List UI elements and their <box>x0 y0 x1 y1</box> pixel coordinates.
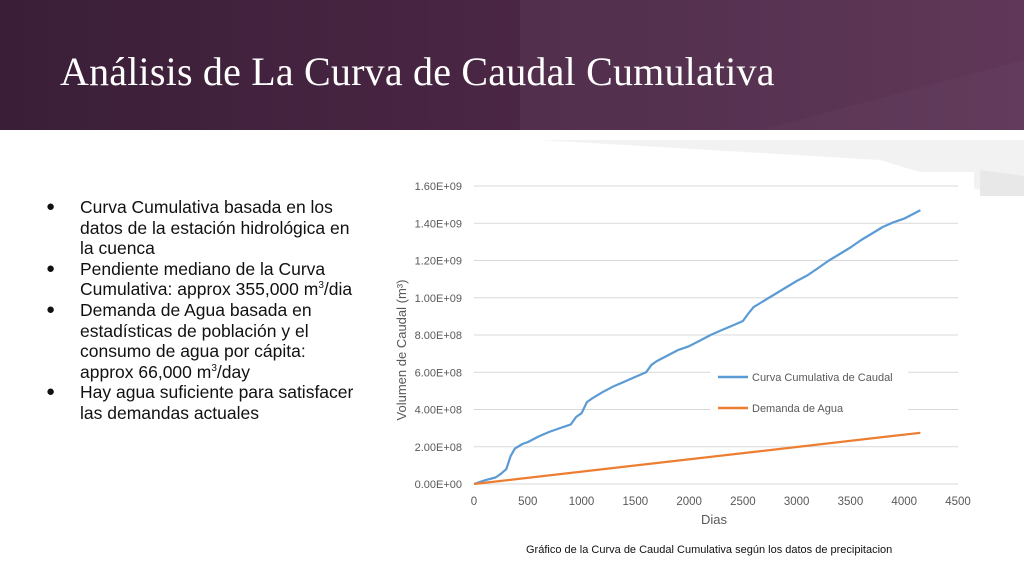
chart-caption: Gráfico de la Curva de Caudal Cumulativa según los datos de precipitacion <box>526 544 893 556</box>
x-tick-label: 2500 <box>730 496 756 508</box>
y-tick-label: 1.60E+09 <box>414 181 462 193</box>
legend-label: Demanda de Agua <box>752 403 844 415</box>
bullet-text: Hay agua suficiente para satisfacer las demandas actuales <box>80 382 354 423</box>
x-tick-label: 3000 <box>783 496 810 508</box>
bullet-list <box>44 197 364 424</box>
chart <box>378 172 974 532</box>
y-tick-label: 4.00E+08 <box>414 404 462 417</box>
x-tick-label: 4000 <box>891 496 918 508</box>
y-tick-label: 6.00E+08 <box>414 367 462 380</box>
bullet-item <box>44 259 364 300</box>
y-tick-label: 0.00E+00 <box>414 479 462 491</box>
y-axis-label: Volumen de Caudal (m³) <box>394 279 409 421</box>
y-tick-label: 1.40E+09 <box>414 218 462 231</box>
bullet-item <box>44 197 364 259</box>
chart-legend <box>710 364 908 420</box>
bullet-text-suffix: /day <box>216 361 250 382</box>
x-tick-label: 1000 <box>568 496 595 508</box>
y-tick-label: 1.20E+09 <box>414 255 462 268</box>
bullet-glyph: ● <box>46 198 56 215</box>
bullet-text: Demanda de Agua basada en estadísticas de población y el consumo de agua por cápita: approx 66,000 m <box>80 299 312 382</box>
x-tick-label: 500 <box>518 496 538 508</box>
bullet-glyph: ● <box>46 383 56 401</box>
x-tick-label: 4500 <box>945 496 971 508</box>
legend-label: Curva Cumulativa de Caudal <box>752 372 893 384</box>
y-tick-label: 1.00E+09 <box>414 292 462 305</box>
x-tick-label: 2000 <box>676 496 702 508</box>
bullet-superscript: 3 <box>211 362 217 374</box>
header-banner <box>0 0 1024 130</box>
bullet-item <box>44 300 364 382</box>
chart-svg <box>378 172 974 532</box>
y-tick-label: 2.00E+08 <box>414 441 462 454</box>
bullet-text-suffix: /dia <box>323 279 353 300</box>
bullet-text: Pendiente mediano de la Curva Cumulativa: approx 355,000 m <box>80 258 326 300</box>
bullet-text: Curva Cumulativa basada en los datos de la estación hidrológica en la cuenca <box>80 197 350 259</box>
page-title: Análisis de La Curva de Caudal Cumulativa <box>60 49 775 94</box>
bullet-glyph: ● <box>46 259 56 277</box>
bullet-glyph: ● <box>46 300 56 318</box>
x-axis-label: Dias <box>700 512 728 527</box>
bullet-superscript: 3 <box>318 280 324 292</box>
bullet-item <box>44 382 364 423</box>
x-tick-label: 1500 <box>622 496 649 508</box>
x-tick-label: 0 <box>470 496 478 508</box>
x-tick-label: 3500 <box>837 496 864 508</box>
y-tick-label: 8.00E+08 <box>414 330 462 342</box>
